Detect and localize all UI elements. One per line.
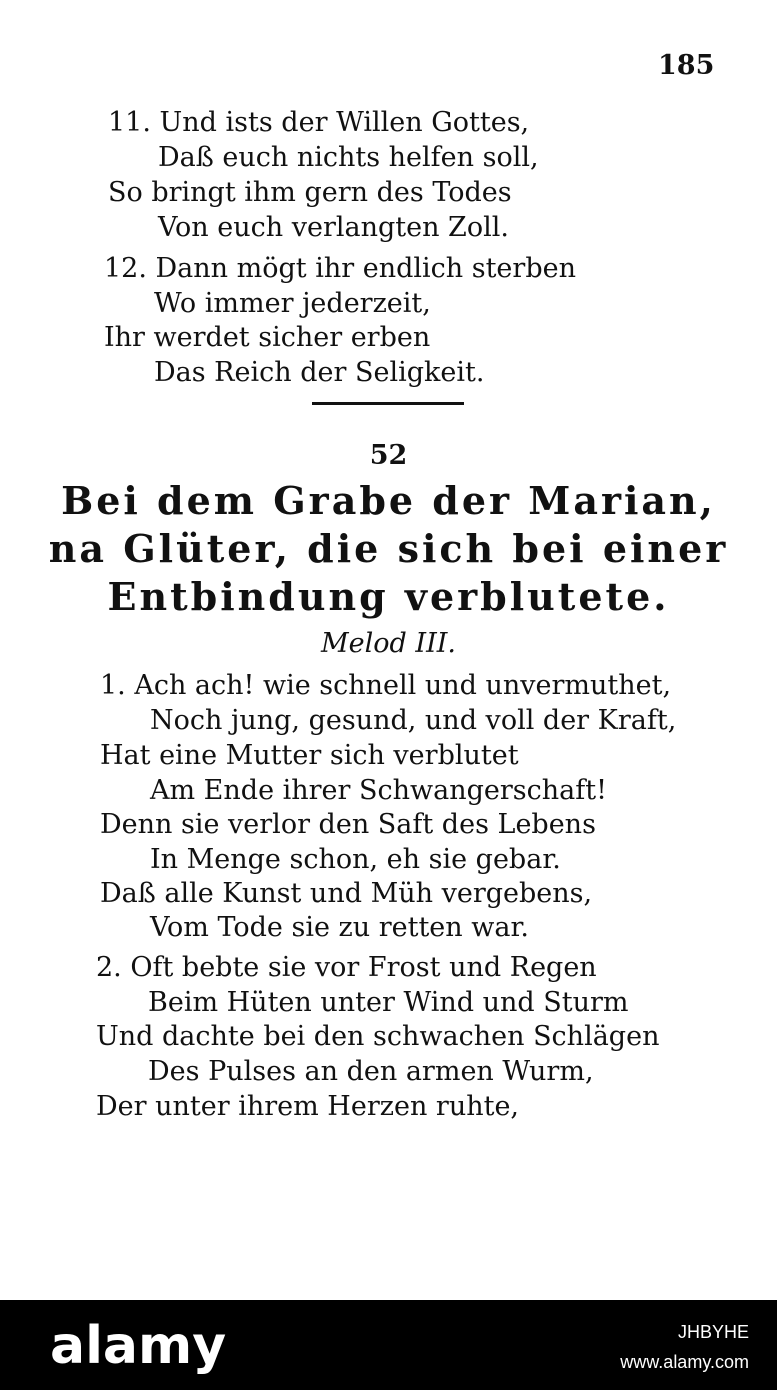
- page-number: 185: [658, 50, 715, 81]
- verse-line: Ihr werdet sicher erben: [104, 322, 431, 353]
- hymn-title-line: na Glüter, die sich bei einer: [48, 526, 729, 571]
- hymn-title-line: Bei dem Grabe der Marian,: [61, 478, 716, 523]
- verse-line: Und dachte bei den schwachen Schlägen: [96, 1021, 660, 1052]
- verse-line: Denn sie verlor den Saft des Lebens: [100, 809, 596, 840]
- watermark-bar: [0, 1300, 777, 1390]
- melody-indication: Melod III.: [321, 628, 456, 659]
- watermark-url: www.alamy.com: [620, 1352, 749, 1372]
- verse-line: Noch jung, gesund, und voll der Kraft,: [150, 705, 677, 736]
- verse-line: 11. Und ists der Willen Gottes,: [108, 107, 530, 138]
- verse-line: Von euch verlangten Zoll.: [158, 212, 509, 243]
- hymn-number: 52: [369, 440, 408, 471]
- verse-line: 1. Ach ach! wie schnell und unvermuthet,: [100, 670, 672, 701]
- hymn-title-line: Entbindung verblutete.: [107, 574, 670, 619]
- alamy-logo: alamy: [50, 1316, 227, 1376]
- section-divider: [312, 402, 464, 405]
- verse-line: So bringt ihm gern des Todes: [108, 177, 512, 208]
- verse-line: Das Reich der Seligkeit.: [154, 357, 485, 388]
- verse-line: Vom Tode sie zu retten war.: [150, 912, 529, 943]
- verse-line: Der unter ihrem Herzen ruhte,: [96, 1091, 520, 1122]
- verse-line: Wo immer jederzeit,: [154, 288, 431, 319]
- verse-line: Daß euch nichts helfen soll,: [158, 142, 539, 173]
- verse-line: Am Ende ihrer Schwangerschaft!: [150, 775, 607, 806]
- verse-line: Hat eine Mutter sich verblutet: [100, 740, 519, 771]
- verse-line: 12. Dann mögt ihr endlich sterben: [104, 253, 576, 284]
- verse-line: In Menge schon, eh sie gebar.: [150, 844, 561, 875]
- verse-line: 2. Oft bebte sie vor Frost und Regen: [96, 952, 597, 983]
- verse-line: Des Pulses an den armen Wurm,: [148, 1056, 594, 1087]
- verse-line: Beim Hüten unter Wind und Sturm: [148, 987, 629, 1018]
- verse-line: Daß alle Kunst und Müh vergebens,: [100, 878, 593, 909]
- image-id: JHBYHE: [677, 1322, 749, 1342]
